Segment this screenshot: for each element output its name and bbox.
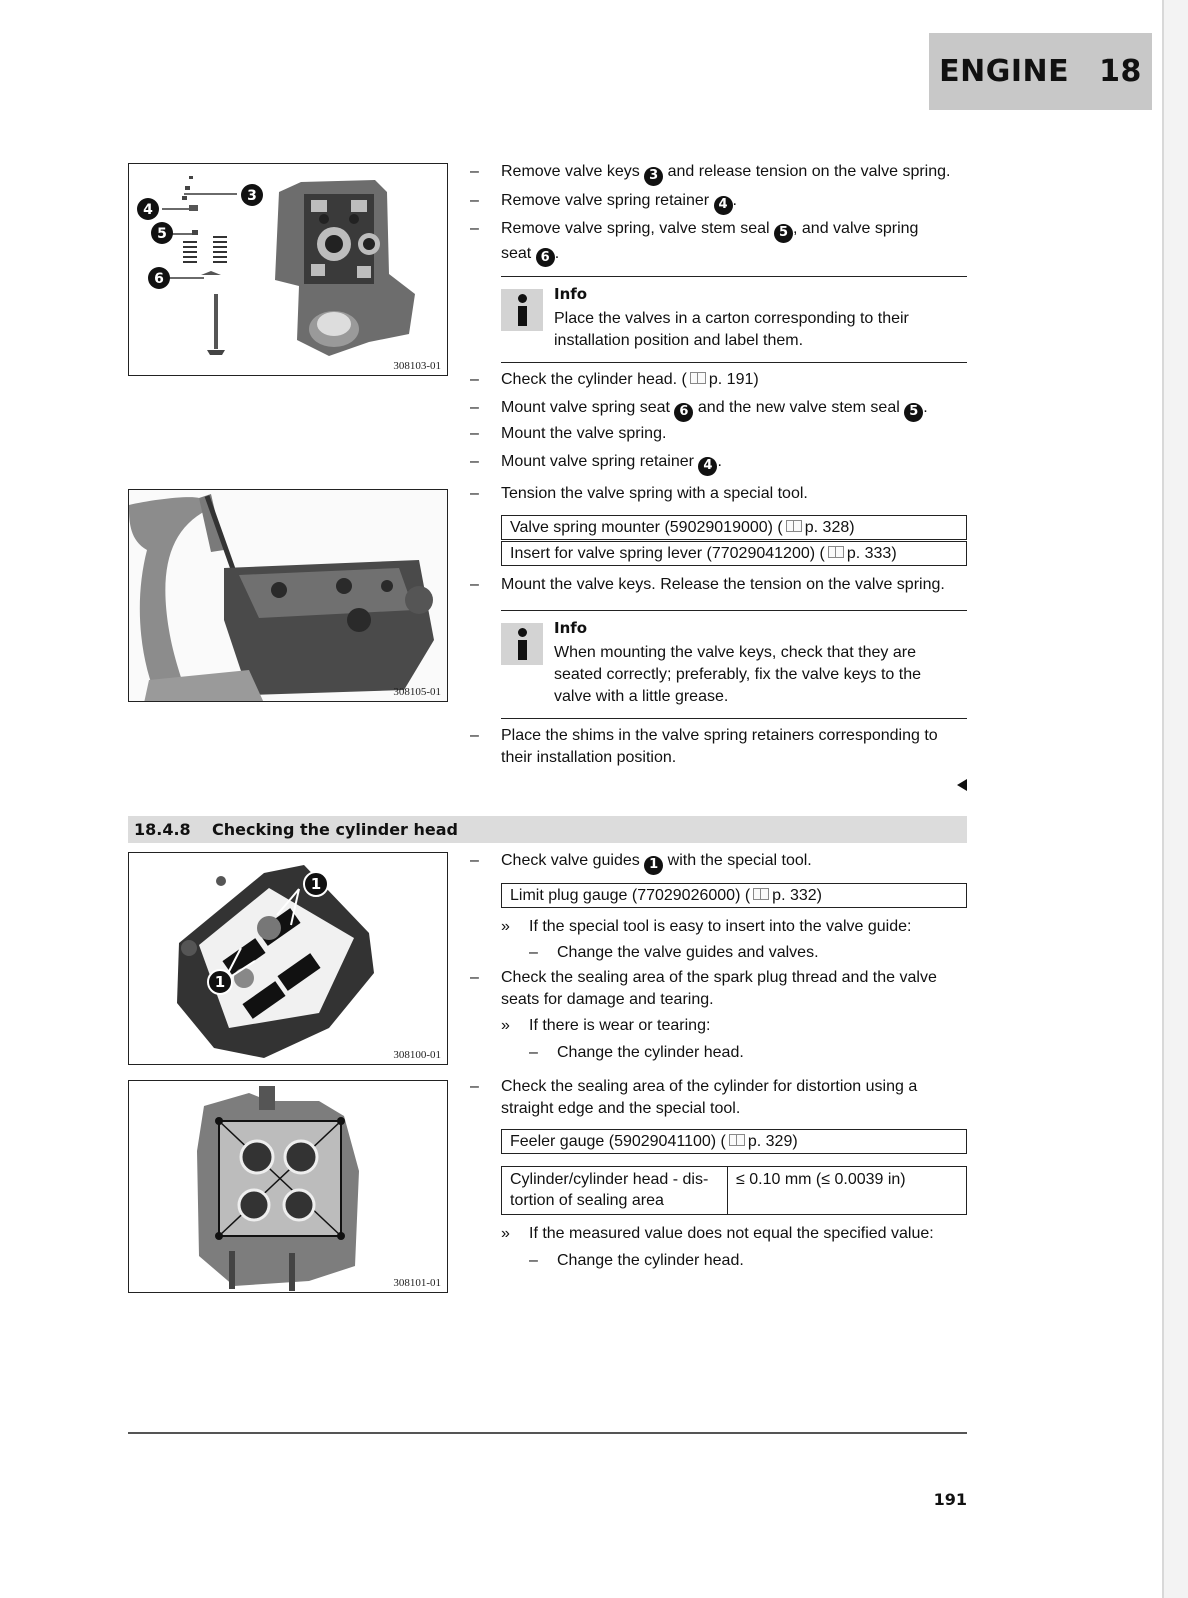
valve-parts-illustration xyxy=(129,164,448,376)
callout-badge: 6 xyxy=(674,403,693,422)
spec-table-distortion xyxy=(501,1166,967,1215)
info-title: Info xyxy=(554,619,588,637)
figure-caption: 308100-01 xyxy=(393,1049,441,1061)
book-icon xyxy=(786,520,802,532)
callout-3: 3 xyxy=(247,188,257,204)
info-box-valves xyxy=(501,276,967,363)
callout-4: 4 xyxy=(143,202,153,218)
info-box-valve-keys xyxy=(501,610,967,719)
chapter-tab xyxy=(929,33,1152,110)
spec-value: ≤ 0.10 mm (≤ 0.0039 in) xyxy=(736,1171,906,1188)
figure-sealing-area xyxy=(128,1080,448,1293)
spec-label: Cylinder/cylinder head - dis-tortion of sealing area xyxy=(502,1167,728,1214)
book-icon xyxy=(828,546,844,558)
callout-badge: 5 xyxy=(774,224,793,243)
callout-5: 5 xyxy=(157,226,167,242)
chapter-title: ENGINE xyxy=(939,54,1070,89)
figure-caption: 308105-01 xyxy=(393,686,441,698)
info-text: When mounting the valve keys, check that they are seated correctly; preferably, fix the valve keys to the valve with a little grease. xyxy=(554,644,921,705)
page-reference[interactable]: p. 191) xyxy=(708,371,759,388)
cylinder-head-top-illustration xyxy=(129,853,448,1065)
valve-spring-tool-photo xyxy=(129,490,448,702)
end-of-procedure-icon xyxy=(957,779,967,791)
figure-valve-spring-tool xyxy=(128,489,448,702)
info-icon xyxy=(501,623,543,665)
page-reference[interactable]: p. 332) xyxy=(772,887,822,904)
callout-badge: 4 xyxy=(714,196,733,215)
chapter-number: 18 xyxy=(1099,54,1142,89)
callout-badge: 5 xyxy=(904,403,923,422)
tool-valve-spring-mounter: Valve spring mounter (59029019000) ( p. 328) xyxy=(501,515,967,540)
info-title: Info xyxy=(554,285,588,303)
figure-valve-guides xyxy=(128,852,448,1065)
info-icon xyxy=(501,289,543,331)
callout-badge: 6 xyxy=(536,248,555,267)
book-icon xyxy=(753,888,769,900)
callout-6: 6 xyxy=(154,271,164,287)
section-number: 18.4.8 xyxy=(134,820,191,839)
callout-1b: 1 xyxy=(214,973,226,991)
page-reference[interactable]: p. 328) xyxy=(804,519,855,536)
section-header xyxy=(128,816,967,843)
tool-feeler-gauge: Feeler gauge (59029041100) ( p. 329) xyxy=(501,1129,967,1154)
book-icon xyxy=(729,1134,745,1146)
cylinder-head-bottom-illustration xyxy=(129,1081,448,1293)
section-title: Checking the cylinder head xyxy=(212,820,458,839)
tool-limit-plug-gauge: Limit plug gauge (77029026000) ( p. 332) xyxy=(501,883,967,908)
footer-divider xyxy=(128,1432,967,1434)
callout-badge: 3 xyxy=(644,167,663,186)
page-edge xyxy=(1162,0,1188,1598)
tool-valve-spring-lever-insert: Insert for valve spring lever (77029041200) ( p. 333) xyxy=(501,541,967,566)
info-text: Place the valves in a carton corresponding to their installation position and label them. xyxy=(554,310,909,349)
figure-caption: 308101-01 xyxy=(393,1277,441,1289)
figure-caption: 308103-01 xyxy=(393,360,441,372)
callout-1a: 1 xyxy=(310,875,322,893)
figure-valve-parts xyxy=(128,163,448,376)
book-icon xyxy=(690,372,706,384)
callout-badge: 4 xyxy=(698,457,717,476)
page-reference[interactable]: p. 333) xyxy=(846,545,897,562)
page-number: 191 xyxy=(933,1490,967,1509)
page-reference[interactable]: p. 329) xyxy=(747,1133,798,1150)
callout-badge: 1 xyxy=(644,856,663,875)
